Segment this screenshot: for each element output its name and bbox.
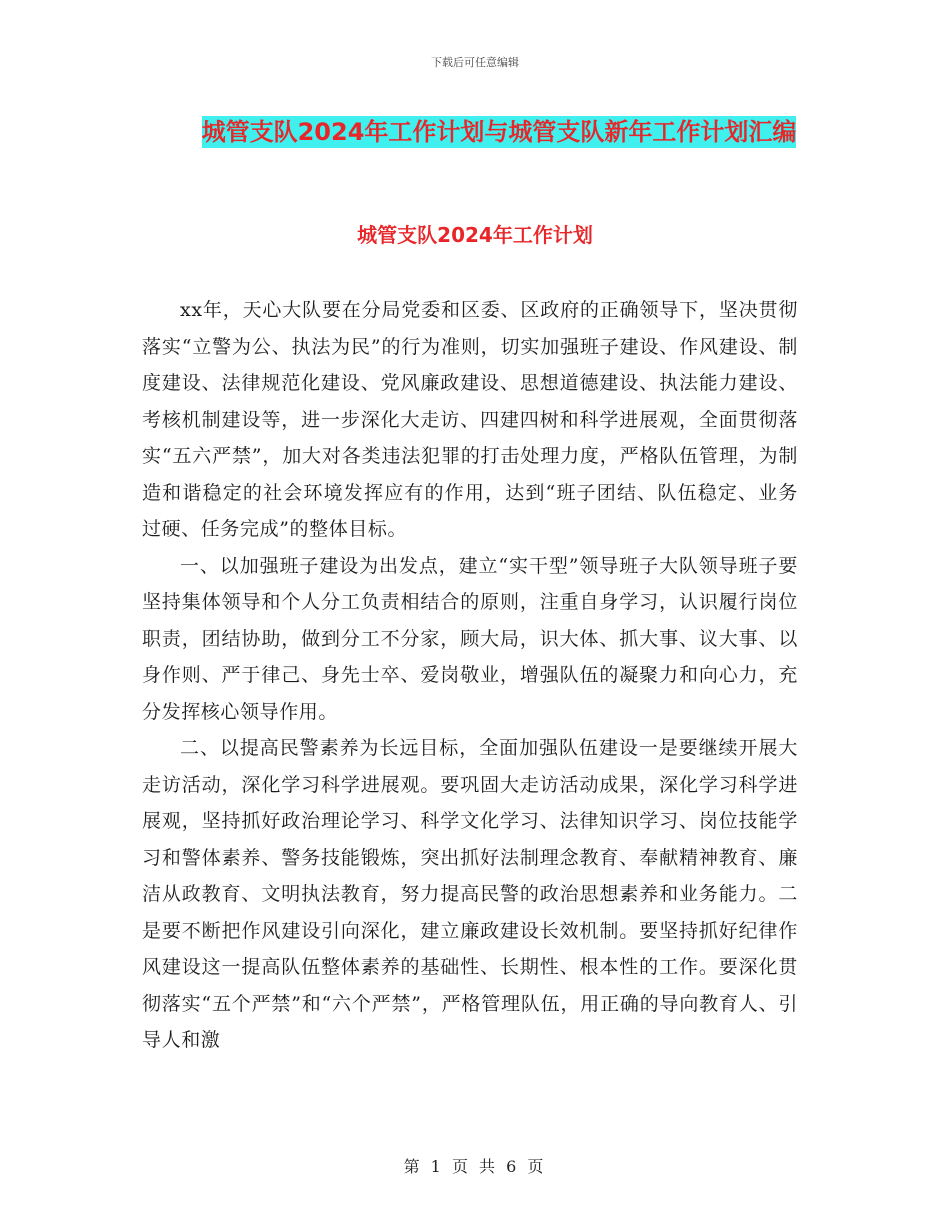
paragraph-item-2: 二、以提高民警素养为长远目标，全面加强队伍建设一是要继续开展大走访活动，深化学习科学进展观。要巩固大走访活动成果，深化学习科学进展观，坚持抓好政治理论学习、科学文化学习、法律知识学习、岗位技能学习和警体素养、警务技能锻炼，突出抓好法制理念教育、奉献精神教育、廉洁从政教育、文明执法教育，努力提高民警的政治思想素养和业务能力。二是要不断把作风建设引向深化，建立廉政建设长效机制。要坚持抓好纪律作风建设这一提高队伍整体素养的基础性、长期性、根本性的工作。要深化贯彻落实“五个严禁”和“六个严禁”，严格管理队伍，用正确的导向教育人、引导人和激 — [142, 737, 798, 1051]
page-number-footer: 第 1 页 共 6 页 — [403, 1157, 547, 1176]
section-title: 城管支队2024年工作计划 — [357, 223, 593, 247]
document-body — [142, 292, 798, 1059]
paragraph-intro: xx年，天心大队要在分局党委和区委、区政府的正确领导下，坚决贯彻落实“立警为公、执法为民”的行为准则，切实加强班子建设、作风建设、制度建设、法律规范化建设、党风廉政建设、思想道德建设、执法能力建设、考核机制建设等，进一步深化大走访、四建四树和科学进展观，全面贯彻落实“五六严禁”，加大对各类违法犯罪的打击处理力度，严格队伍管理，为制造和谐稳定的社会环境发挥应有的作用，达到“班子团结、队伍稳定、业务过硬、任务完成”的整体目标。 — [142, 299, 798, 540]
header-note: 下载后可任意编辑 — [431, 56, 519, 69]
document-title-text: 城管支队2024年工作计划与城管支队新年工作计划汇编 — [201, 118, 797, 146]
paragraph-item-1: 一、以加强班子建设为出发点，建立“实干型”领导班子大队领导班子要坚持集体领导和个人分工负责相结合的原则，注重自身学习，认识履行岗位职责，团结协助，做到分工不分家，顾大局，识大体、抓大事、议大事、以身作则、严于律己、身先士卒、爱岗敬业，增强队伍的凝聚力和向心力，充分发挥核心领导作用。 — [142, 554, 798, 723]
document-title — [188, 110, 810, 154]
